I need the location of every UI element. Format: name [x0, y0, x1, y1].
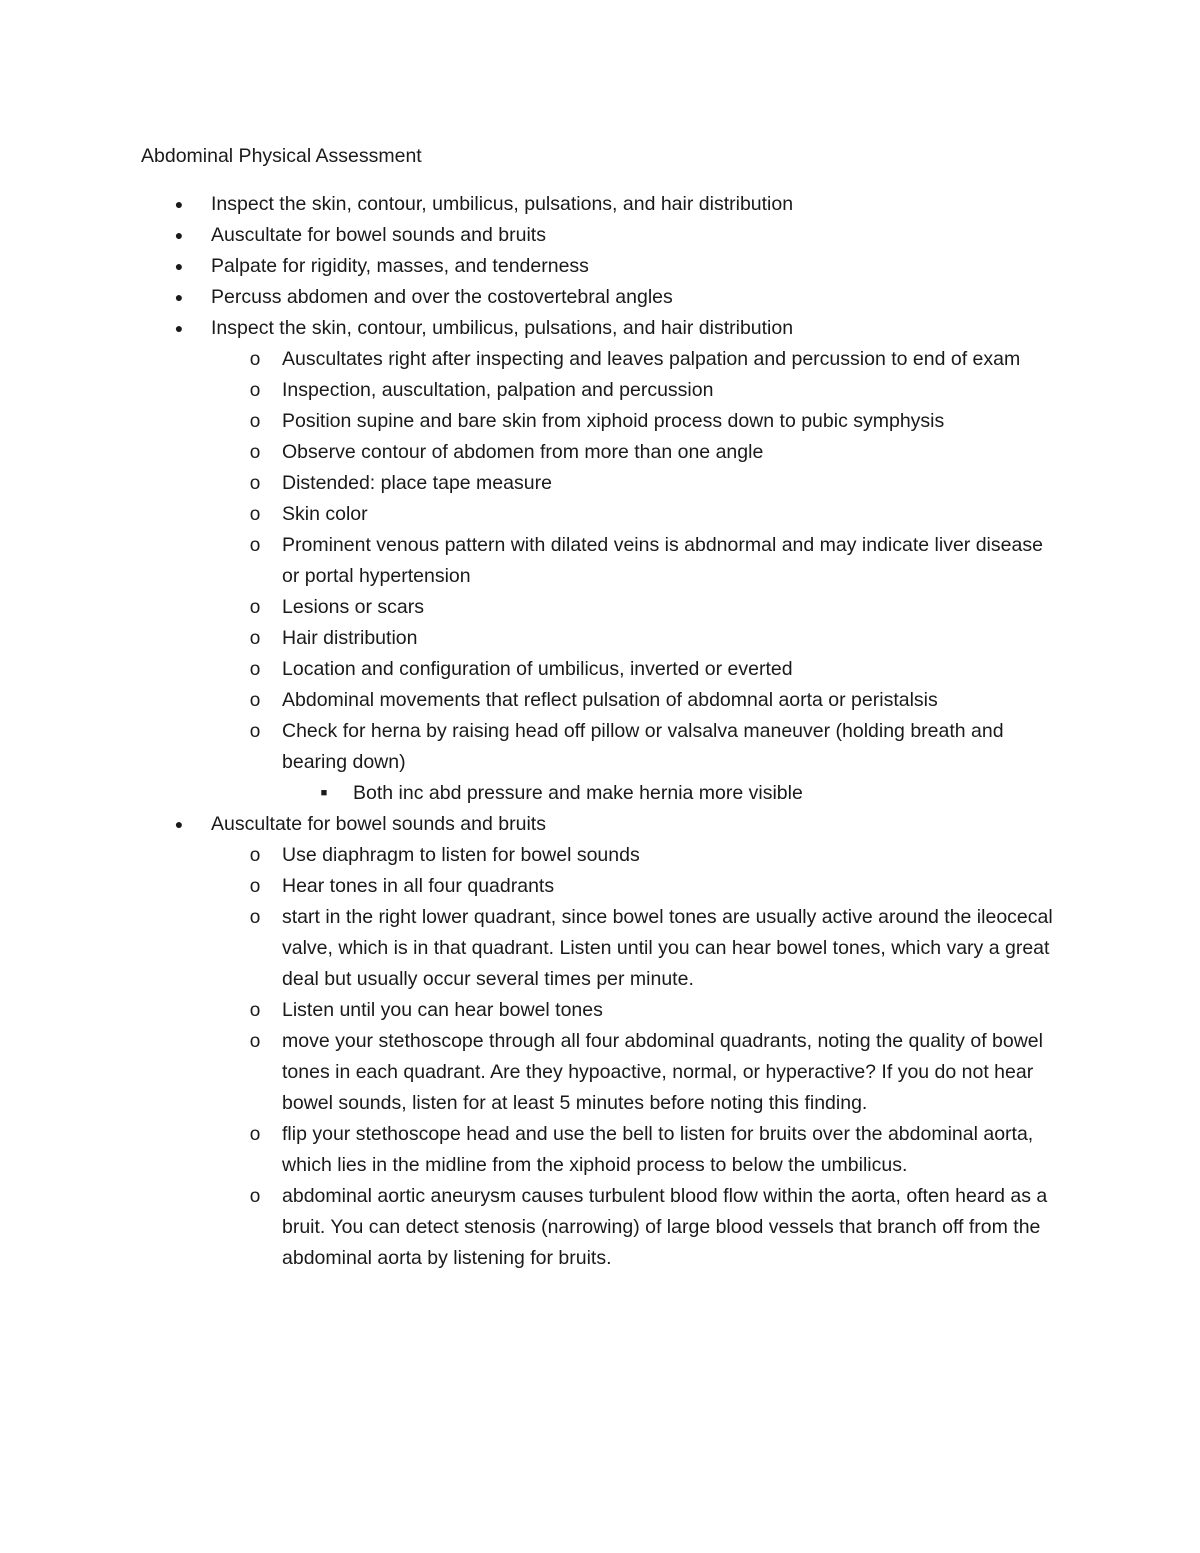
bullet-icon: o [249, 504, 261, 525]
list-item-text: Auscultate for bowel sounds and bruits [211, 224, 546, 246]
bullet-icon: o [249, 349, 261, 370]
list-item [0, 716, 1200, 778]
bullet-icon: o [249, 1000, 261, 1021]
list-item [0, 1026, 1200, 1119]
list-item-text: Listen until you can hear bowel tones [282, 999, 603, 1021]
bullet-icon: o [249, 442, 261, 463]
bullet-icon: ● [174, 227, 184, 243]
list-item [0, 344, 1200, 375]
bullet-icon: o [249, 845, 261, 866]
list-item-text: Position supine and bare skin from xiphoid process down to pubic symphysis [282, 410, 945, 432]
list-item [0, 530, 1200, 592]
bullet-icon: ● [174, 816, 184, 832]
bullet-icon: o [249, 721, 261, 742]
list-item [0, 499, 1200, 530]
bullet-icon: o [249, 473, 261, 494]
list-item [0, 375, 1200, 406]
list-item-text: Use diaphragm to listen for bowel sounds [282, 844, 640, 866]
bullet-icon: o [249, 1031, 261, 1052]
bullet-icon: o [249, 907, 261, 928]
list-item [0, 282, 1200, 313]
list-item [0, 623, 1200, 654]
list-item [0, 468, 1200, 499]
list-item [0, 654, 1200, 685]
document-title: Abdominal Physical Assessment [141, 145, 422, 167]
list-item-text: Hair distribution [282, 627, 418, 649]
list-item-text: move your stethoscope through all four abdominal quadrants, noting the quality of bowel tones in each quadrant. Are they hypoactive, normal, or hyperactive? If you do not hear bowel sounds, listen for at least 5 minutes before noting this finding. [282, 1030, 1043, 1114]
list-item-text: start in the right lower quadrant, since bowel tones are usually active around the ileocecal valve, which is in that quadrant. Listen until you can hear bowel tones, which vary a great deal but usually occur several times per minute. [282, 906, 1053, 990]
list-item-text: Check for herna by raising head off pillow or valsalva maneuver (holding breath and bearing down) [282, 720, 1004, 773]
bullet-icon: o [249, 535, 261, 556]
list-item-text: Lesions or scars [282, 596, 424, 618]
list-item [0, 406, 1200, 437]
list-item-text: flip your stethoscope head and use the bell to listen for bruits over the abdominal aorta, which lies in the midline from the xiphoid process to below the umbilicus. [282, 1123, 1034, 1176]
list-item [0, 437, 1200, 468]
list-item-text: Inspect the skin, contour, umbilicus, pulsations, and hair distribution [211, 193, 794, 215]
bullet-icon: o [249, 1186, 261, 1207]
list-item-text: Inspection, auscultation, palpation and percussion [282, 379, 714, 401]
bullet-icon: ● [174, 196, 184, 212]
bullet-icon: o [249, 876, 261, 897]
list-item [0, 220, 1200, 251]
list-item [0, 592, 1200, 623]
list-item-text: Both inc abd pressure and make hernia more visible [353, 782, 803, 804]
bullet-icon: o [249, 411, 261, 432]
list-item [0, 871, 1200, 902]
list-item-text: Auscultates right after inspecting and leaves palpation and percussion to end of exam [282, 348, 1021, 370]
bullet-icon: ● [174, 320, 184, 336]
list-item-text: Auscultate for bowel sounds and bruits [211, 813, 546, 835]
list-item [0, 778, 1200, 809]
bullet-icon: o [249, 380, 261, 401]
list-item-text: Prominent venous pattern with dilated veins is abdnormal and may indicate liver disease or portal hypertension [282, 534, 1043, 587]
bullet-icon: ● [174, 258, 184, 274]
list-item-text: Percuss abdomen and over the costovertebral angles [211, 286, 673, 308]
list-item-text: Abdominal movements that reflect pulsation of abdomnal aorta or peristalsis [282, 689, 938, 711]
list-item-text: Hear tones in all four quadrants [282, 875, 555, 897]
list-item-text: Observe contour of abdomen from more than one angle [282, 441, 764, 463]
bullet-icon: ■ [320, 787, 328, 799]
list-item-text: Location and configuration of umbilicus, inverted or everted [282, 658, 793, 680]
list-item-text: Inspect the skin, contour, umbilicus, pulsations, and hair distribution [211, 317, 794, 339]
list-item [0, 189, 1200, 220]
bullet-icon: o [249, 597, 261, 618]
assessment-list [0, 189, 1200, 1274]
list-item [0, 809, 1200, 840]
list-item-text: Palpate for rigidity, masses, and tenderness [211, 255, 589, 277]
list-item [0, 1181, 1200, 1274]
list-item [0, 1119, 1200, 1181]
bullet-icon: o [249, 690, 261, 711]
list-item-text: Distended: place tape measure [282, 472, 552, 494]
list-item-text: abdominal aortic aneurysm causes turbulent blood flow within the aorta, often heard as a bruit. You can detect stenosis (narrowing) of large blood vessels that branch off from the abdominal aorta by listening for bruits. [282, 1185, 1048, 1269]
bullet-icon: o [249, 1124, 261, 1145]
bullet-icon: o [249, 628, 261, 649]
list-item [0, 902, 1200, 995]
list-item [0, 685, 1200, 716]
bullet-icon: ● [174, 289, 184, 305]
list-item-text: Skin color [282, 503, 368, 525]
list-item [0, 313, 1200, 344]
bullet-icon: o [249, 659, 261, 680]
list-item [0, 840, 1200, 871]
list-item [0, 995, 1200, 1026]
list-item [0, 251, 1200, 282]
